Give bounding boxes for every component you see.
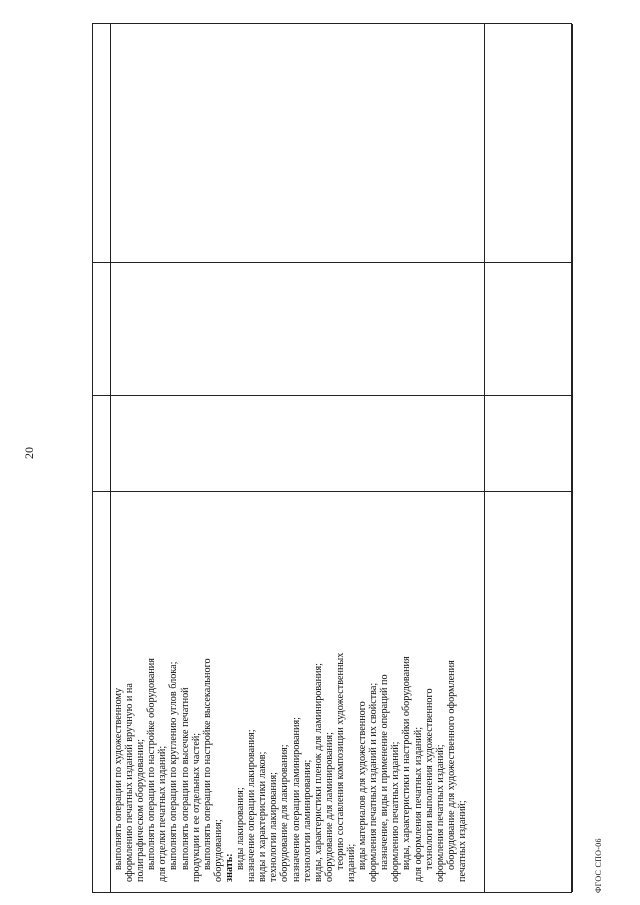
text-line: виды, характеристики пленок для ламинирования; (312, 662, 324, 882)
text-line: виды и характеристики лаков; (257, 751, 269, 882)
competency-table (92, 23, 572, 893)
text-line: выполнять операции по круглению углов блока; (168, 661, 180, 870)
text-line: для отделки печатных изданий; (157, 745, 169, 882)
text-line: выполнять операции по настройке оборудования (146, 658, 158, 870)
text-line-heading: знать: (223, 853, 235, 882)
text-line: виды, характеристики и настройки оборудования (401, 656, 413, 870)
skills-knowledge-cell (111, 492, 485, 888)
text-line: технологии выполнения художественного (423, 688, 435, 870)
text-line: выполнять операции по художественному (113, 687, 124, 870)
text-line: полиграфическом оборудовании; (135, 739, 147, 882)
text-line: оборудование для ламинирования; (323, 732, 335, 882)
text-line: оформления печатных изданий и их свойства; (368, 682, 380, 882)
text-line: оборудование для художественного оформления (445, 660, 457, 870)
text-line: оборудование для лакирования; (279, 744, 291, 882)
text-line: продукции и ее отдельных частей; (190, 732, 202, 882)
text-line: виды материалов для художественного (357, 701, 369, 870)
text-line: оборудования; (212, 819, 224, 882)
text-line: виды лакирования; (235, 787, 247, 870)
text-line: технологии лакирования; (268, 772, 280, 882)
text-line: оформления печатных изданий; (434, 744, 446, 882)
text-line: изданий; (345, 843, 357, 882)
text-line: выполнять операции по настройке высекального (201, 658, 213, 870)
column-divider (93, 262, 571, 263)
page-number: 20 (22, 447, 36, 459)
text-line: оформлению печатных изданий; (390, 741, 402, 882)
table-row (485, 24, 573, 892)
text-line: теорию составления композиции художественных (334, 652, 346, 870)
text-line: назначение операции ламинирования; (290, 717, 302, 882)
text-line: для оформления печатных изданий; (412, 726, 424, 882)
column-divider (93, 395, 571, 396)
footer-standard-code: ФГОС СПО-06 (594, 838, 603, 893)
text-line: назначение операции лакирования; (246, 729, 258, 882)
table-row (93, 24, 111, 892)
text-line: назначение, виды и применение операций по (379, 674, 391, 870)
text-line: печатных изданий; (456, 800, 468, 882)
text-line: оформлению печатных изданий вручную и на (124, 683, 136, 882)
text-line: технологии ламинирования; (301, 759, 313, 882)
text-line: выполнять операции по высечке печатной (179, 687, 191, 870)
